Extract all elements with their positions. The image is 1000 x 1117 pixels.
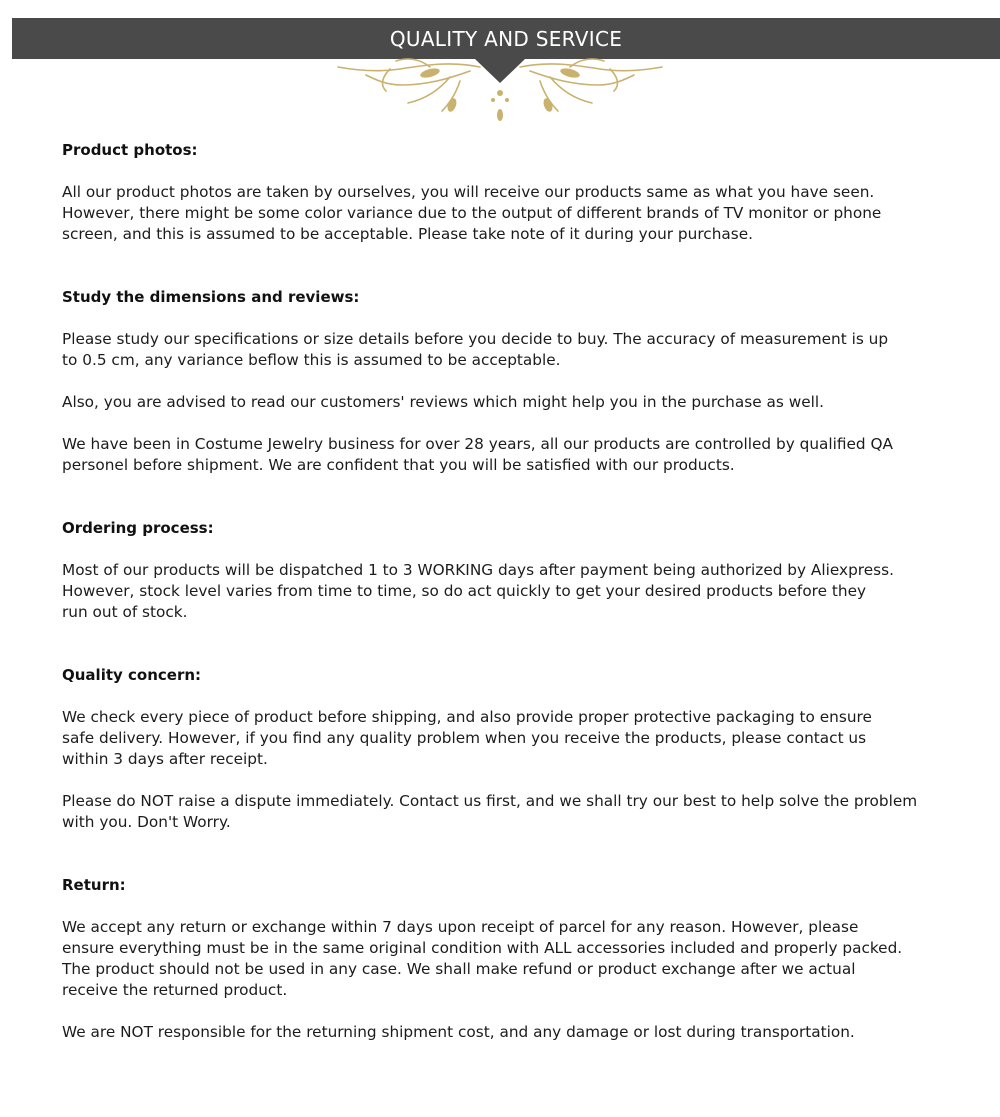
paragraph-line: Also, you are advised to read our customers' reviews which might help you in the purchase as well. <box>62 393 824 411</box>
paragraph-line: receive the returned product. <box>62 981 288 999</box>
page-title: QUALITY AND SERVICE <box>389 26 623 51</box>
paragraph-line: within 3 days after receipt. <box>62 750 268 768</box>
paragraph-line: ensure everything must be in the same original condition with ALL accessories included and properly packed. <box>62 939 903 957</box>
gold-flourish-ornament <box>330 55 670 123</box>
section-spacer <box>62 497 962 518</box>
paragraph-line: safe delivery. However, if you find any quality problem when you receive the products, please contact us <box>62 729 867 747</box>
section-paragraph <box>62 791 962 833</box>
section-heading: Return: <box>62 876 126 894</box>
section-spacer <box>62 266 962 287</box>
section-paragraph <box>62 392 962 413</box>
paragraph-line: personel before shipment. We are confident that you will be satisfied with our products. <box>62 456 735 474</box>
paragraph-line: with you. Don't Worry. <box>62 813 231 831</box>
paragraph-line: We check every piece of product before shipping, and also provide proper protective packaging to ensure <box>62 708 872 726</box>
section-paragraph <box>62 917 962 1001</box>
policy-section <box>62 518 962 623</box>
paragraph-line: We accept any return or exchange within 7 days upon receipt of parcel for any reason. However, please <box>62 918 859 936</box>
paragraph-line: We have been in Costume Jewelry business for over 28 years, all our products are controlled by qualified QA <box>62 435 894 453</box>
section-heading: Study the dimensions and reviews: <box>62 288 360 306</box>
section-paragraph <box>62 560 962 623</box>
paragraph-line: Please study our specifications or size details before you decide to buy. The accuracy of measurement is up <box>62 330 889 348</box>
section-paragraph <box>62 182 962 245</box>
paragraph-line: Please do NOT raise a dispute immediately. Contact us first, and we shall try our best to help solve the problem <box>62 792 918 810</box>
header-banner <box>12 18 1000 59</box>
section-paragraph <box>62 434 962 476</box>
paragraph-line: However, there might be some color variance due to the output of different brands of TV monitor or phone <box>62 204 882 222</box>
policy-section <box>62 665 962 833</box>
section-paragraph <box>62 707 962 770</box>
section-paragraph <box>62 1022 962 1043</box>
paragraph-line: Most of our products will be dispatched 1 to 3 WORKING days after payment being authorized by Aliexpress. <box>62 561 894 579</box>
policy-section <box>62 875 962 1043</box>
paragraph-line: screen, and this is assumed to be acceptable. Please take note of it during your purchase. <box>62 225 754 243</box>
paragraph-line: However, stock level varies from time to time, so do act quickly to get your desired products before they <box>62 582 867 600</box>
banner-pointer <box>475 59 525 83</box>
paragraph-line: The product should not be used in any case. We shall make refund or product exchange after we actual <box>62 960 856 978</box>
section-heading: Ordering process: <box>62 519 214 537</box>
section-heading: Product photos: <box>62 141 198 159</box>
policy-section <box>62 140 962 245</box>
paragraph-line: All our product photos are taken by ourselves, you will receive our products same as what you have seen. <box>62 183 875 201</box>
section-spacer <box>62 854 962 875</box>
policy-content <box>62 140 962 1064</box>
section-spacer <box>62 644 962 665</box>
paragraph-line: to 0.5 cm, any variance beflow this is assumed to be acceptable. <box>62 351 561 369</box>
section-paragraph <box>62 329 962 371</box>
section-heading: Quality concern: <box>62 666 202 684</box>
paragraph-line: We are NOT responsible for the returning shipment cost, and any damage or lost during transportation. <box>62 1023 855 1041</box>
paragraph-line: run out of stock. <box>62 603 188 621</box>
policy-section <box>62 287 962 476</box>
